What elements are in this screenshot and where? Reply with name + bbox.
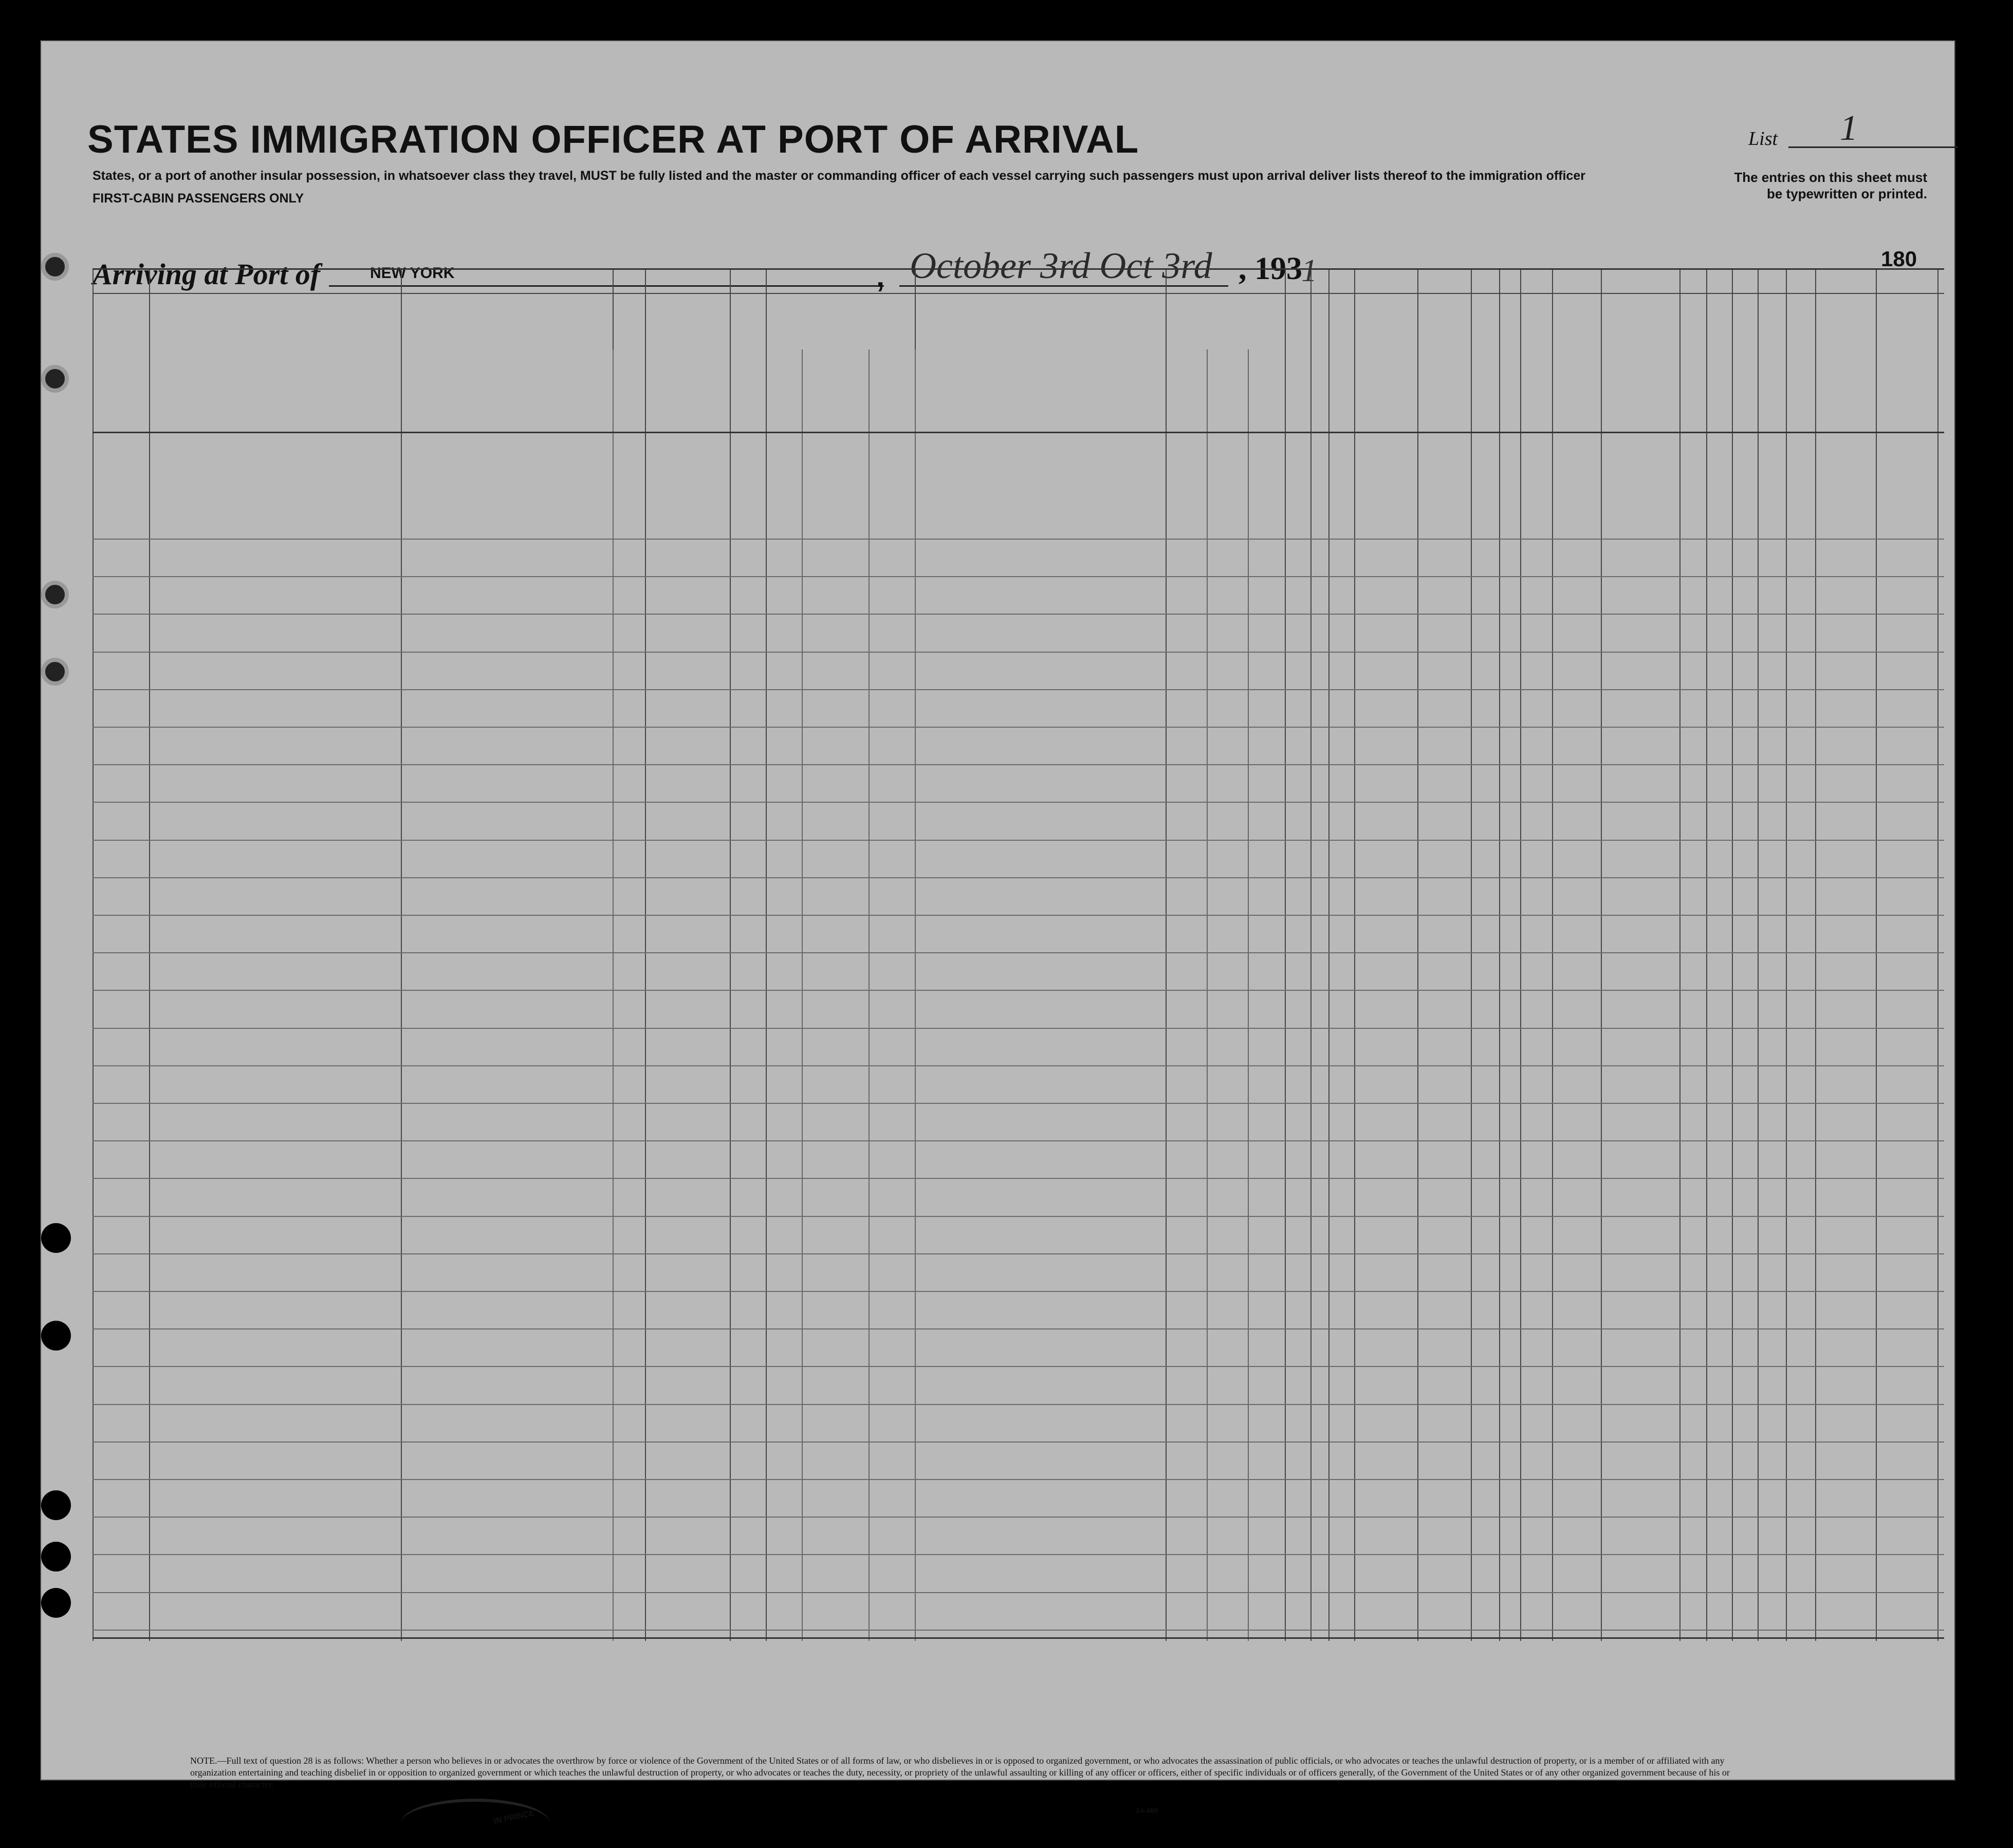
row-rule bbox=[93, 1103, 1944, 1104]
manifest-sheet bbox=[40, 40, 1955, 1826]
footnote: NOTE.—Full text of question 28 is as follows: Whether a person who believes in or advocates the overthrow by force or violence of the Government of the United States or of all forms of law, or who disbelieves in or is opposed to organized government, or who advocates the assassination of public officials, or who advocates or teaches the unlawful destruction of property, or is a member of or affiliated with any organization entertaining and teaching disbelief in or opposition to organized government or which teaches the unlawful destruction of property, or who advocates or teaches the duty, necessity, or propriety of the unlawful assaulting or killing of any officer or officers, either of specific individuals or of officers generally, of the Government of the United States or of any other organized government because of his or their official character. bbox=[190, 1755, 1730, 1790]
row-rule bbox=[93, 1216, 1944, 1217]
header-rule bbox=[93, 432, 1944, 433]
page-title: STATES IMMIGRATION OFFICER AT PORT OF ARRIVAL bbox=[87, 118, 1139, 161]
punch-hole bbox=[41, 581, 69, 608]
punch-hole bbox=[41, 1588, 71, 1618]
column-rule bbox=[401, 268, 402, 1641]
column-rule bbox=[1520, 268, 1521, 1641]
column-rule bbox=[1601, 268, 1602, 1641]
row-rule bbox=[93, 1178, 1944, 1179]
arrival-date-line bbox=[899, 285, 1228, 287]
arrival-port-line bbox=[329, 285, 884, 287]
punch-hole bbox=[41, 253, 69, 281]
row-rule bbox=[93, 915, 1944, 916]
row-rule bbox=[93, 764, 1944, 765]
stamp-text: IN PRINCE bbox=[493, 1808, 535, 1826]
column-subrule bbox=[802, 349, 803, 1641]
column-rule bbox=[149, 268, 150, 1641]
column-header-vertical bbox=[1331, 298, 1352, 427]
column-rule bbox=[1758, 268, 1759, 1641]
row-rule bbox=[93, 1592, 1944, 1593]
row-rule bbox=[93, 614, 1944, 615]
punch-hole bbox=[41, 1321, 71, 1351]
column-subrule bbox=[1248, 349, 1249, 1641]
column-rule bbox=[1786, 268, 1787, 1641]
row-rule bbox=[93, 1404, 1944, 1405]
typing-note: be typewritten or printed. bbox=[1766, 186, 1927, 201]
header-rule bbox=[93, 268, 1944, 270]
row-rule bbox=[93, 1517, 1944, 1518]
row-rule bbox=[93, 652, 1944, 653]
column-subrule bbox=[613, 349, 614, 1641]
row-rule bbox=[93, 1065, 1944, 1066]
arrival-year: , 193 bbox=[1239, 251, 1302, 286]
column-header-vertical bbox=[1356, 298, 1415, 427]
list-label: List bbox=[1748, 128, 1778, 150]
row-rule bbox=[93, 877, 1944, 878]
column-rule bbox=[1679, 268, 1680, 1641]
punch-hole bbox=[41, 1223, 71, 1253]
column-rule bbox=[1732, 268, 1733, 1641]
list-underline bbox=[1788, 146, 1958, 148]
column-header-vertical bbox=[615, 298, 643, 427]
column-rule bbox=[93, 268, 94, 1641]
column-rule bbox=[1354, 268, 1355, 1641]
arrival-comma: , bbox=[876, 260, 885, 293]
arrival-year-handwritten: 1 bbox=[1301, 253, 1317, 288]
column-rule bbox=[1166, 268, 1167, 1641]
column-rule bbox=[1328, 268, 1329, 1641]
punch-hole bbox=[41, 365, 69, 393]
column-header-vertical bbox=[1473, 298, 1497, 427]
column-rule bbox=[730, 268, 731, 1641]
arrival-date: October 3rd Oct 3rd bbox=[910, 245, 1212, 286]
column-subrule bbox=[915, 349, 916, 1641]
column-rule bbox=[1706, 268, 1707, 1641]
column-header-vertical bbox=[1313, 298, 1326, 427]
column-rule bbox=[1876, 268, 1877, 1641]
stamp-seal bbox=[401, 1799, 550, 1848]
column-rule bbox=[1815, 268, 1816, 1641]
row-rule bbox=[93, 1630, 1944, 1631]
column-rule bbox=[1471, 268, 1472, 1641]
page-number: 180 bbox=[1881, 247, 1917, 271]
table-bottom-rule bbox=[93, 1637, 1944, 1639]
column-header-vertical bbox=[1501, 298, 1518, 427]
arrival-port: NEW YORK bbox=[370, 265, 455, 282]
row-rule bbox=[93, 1366, 1944, 1367]
typing-note: The entries on this sheet must bbox=[1734, 170, 1927, 185]
row-rule bbox=[93, 689, 1944, 690]
row-rule bbox=[93, 1442, 1944, 1443]
row-rule bbox=[93, 1028, 1944, 1029]
column-subrule bbox=[1207, 349, 1208, 1641]
header-rule bbox=[93, 293, 1944, 294]
row-rule bbox=[93, 1554, 1944, 1555]
row-rule bbox=[93, 727, 1944, 728]
punch-hole bbox=[41, 1490, 71, 1520]
row-rule bbox=[93, 576, 1944, 577]
column-subrule bbox=[869, 349, 870, 1641]
punch-hole bbox=[41, 1542, 71, 1572]
list-number: 1 bbox=[1840, 108, 1858, 148]
punch-hole bbox=[41, 658, 69, 686]
column-rule bbox=[1417, 268, 1418, 1641]
column-rule bbox=[766, 268, 767, 1641]
row-rule bbox=[93, 952, 1944, 953]
column-rule bbox=[1285, 268, 1286, 1641]
row-rule bbox=[93, 1328, 1944, 1329]
arrival-label: Arriving at Port of bbox=[93, 257, 321, 291]
form-code: 14-480 bbox=[1136, 1806, 1158, 1815]
row-rule bbox=[93, 1291, 1944, 1292]
row-rule bbox=[93, 990, 1944, 991]
column-rule bbox=[645, 268, 646, 1641]
row-rule bbox=[93, 1140, 1944, 1141]
column-rule bbox=[1310, 268, 1312, 1641]
column-header-vertical bbox=[732, 298, 764, 427]
row-rule bbox=[93, 539, 1944, 540]
row-rule bbox=[93, 840, 1944, 841]
column-rule bbox=[1552, 268, 1553, 1641]
row-rule bbox=[93, 802, 1944, 803]
row-rule bbox=[93, 1253, 1944, 1254]
column-header-vertical bbox=[1287, 298, 1308, 427]
header-instructions: States, or a port of another insular possession, in whatsoever class they travel, MUST be fully listed and the master or commanding officer of each vessel carrying such passengers must upon arrival deliver lists thereof to the immigration officer bbox=[93, 169, 1585, 183]
header-class: FIRST-CABIN PASSENGERS ONLY bbox=[93, 191, 304, 206]
row-rule bbox=[93, 1479, 1944, 1480]
column-rule bbox=[1499, 268, 1500, 1641]
column-header-vertical bbox=[1419, 298, 1469, 427]
column-rule bbox=[1937, 268, 1938, 1641]
